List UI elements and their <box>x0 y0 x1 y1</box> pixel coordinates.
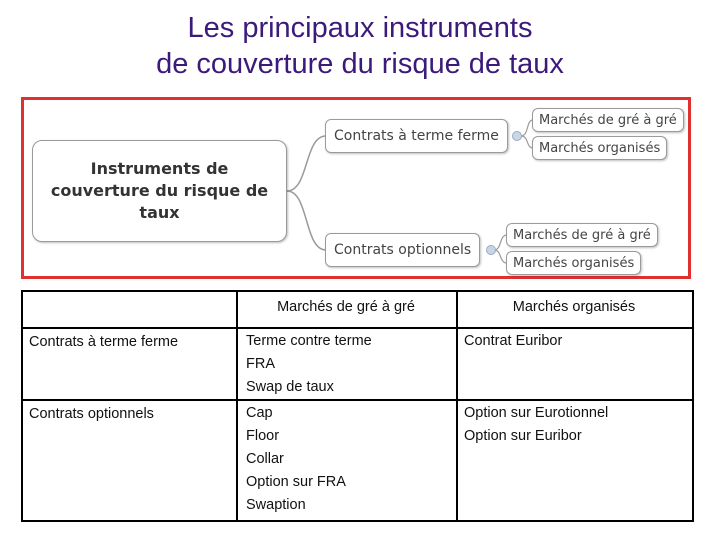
row-label-optionnels: Contrats optionnels <box>29 406 154 422</box>
page-title <box>0 10 720 82</box>
table-header-gre-a-gre: Marchés de gré à gré <box>277 299 415 315</box>
expand-dot-icon <box>486 245 496 255</box>
leaf-organises-optionnels: Marchés organisés <box>506 251 641 275</box>
list-item: Option sur Eurotionnel <box>464 405 609 421</box>
leaf-gre-a-gre-optionnels: Marchés de gré à gré <box>506 223 658 247</box>
root-line-1: Instruments de <box>90 159 229 178</box>
expand-dot-icon <box>512 131 522 141</box>
list-item: Cap <box>246 405 273 421</box>
leaf-organises-ferme: Marchés organisés <box>532 136 667 160</box>
leaf-gre-a-gre-ferme: Marchés de gré à gré <box>532 108 684 132</box>
title-line-1: Les principaux instruments <box>187 12 533 44</box>
branch-contrats-terme-ferme: Contrats à terme ferme <box>325 119 508 153</box>
root-line-3: taux <box>139 203 180 222</box>
branch-contrats-optionnels: Contrats optionnels <box>325 233 480 267</box>
list-item: Swap de taux <box>246 379 334 395</box>
row-label-ferme: Contrats à terme ferme <box>29 334 179 350</box>
list-item: FRA <box>246 356 275 372</box>
list-item: Option sur FRA <box>246 474 346 490</box>
cell-optionnels-gre-a-gre <box>246 402 346 517</box>
list-item: Terme contre terme <box>246 333 372 349</box>
list-item: Contrat Euribor <box>464 333 563 349</box>
root-line-2: couverture du risque de <box>50 181 269 200</box>
root-node <box>32 140 287 242</box>
table-header-organises: Marchés organisés <box>512 299 636 315</box>
list-item: Collar <box>246 451 284 467</box>
title-line-2: de couverture du risque de taux <box>156 48 564 80</box>
cell-ferme-gre-a-gre <box>246 330 372 399</box>
list-item: Swaption <box>246 497 306 513</box>
list-item: Floor <box>246 428 280 444</box>
cell-ferme-organises <box>464 330 562 353</box>
mind-map-diagram <box>21 97 691 279</box>
list-item: Option sur Euribor <box>464 428 582 444</box>
cell-optionnels-organises <box>464 402 608 448</box>
comparison-table <box>21 290 694 522</box>
